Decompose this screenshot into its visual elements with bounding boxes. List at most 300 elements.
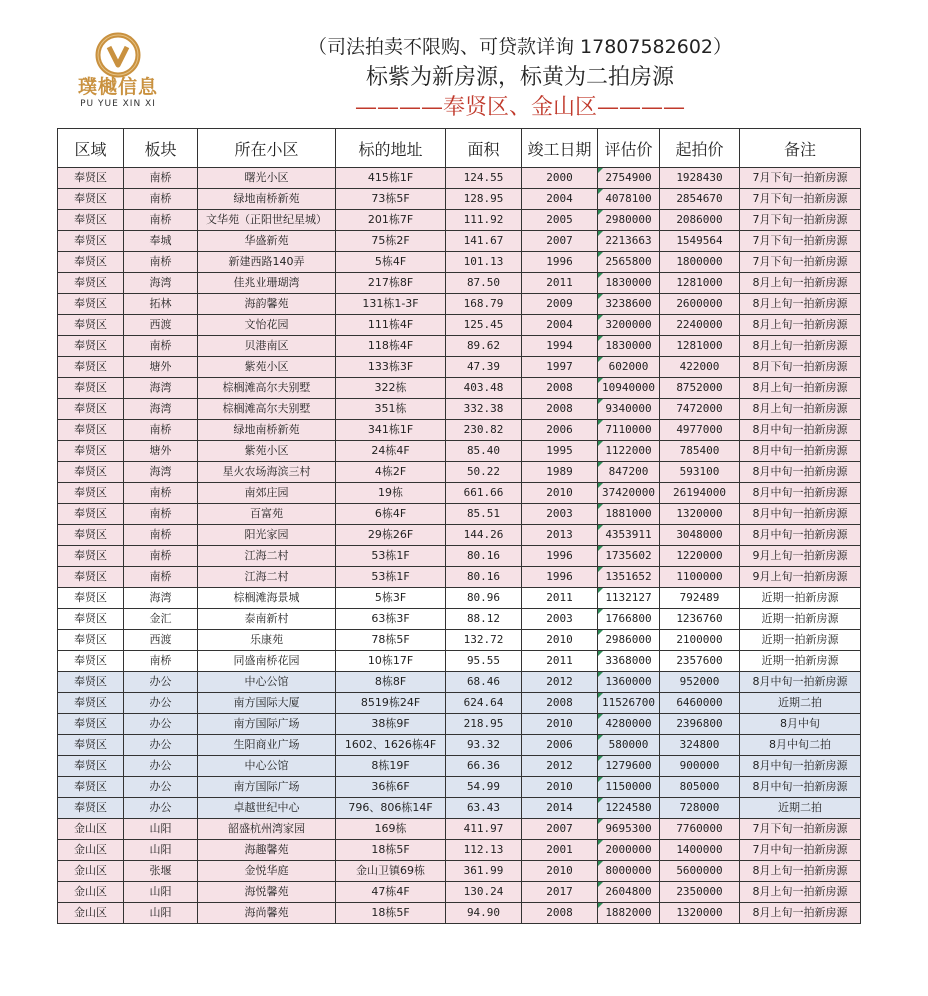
cell-size: 89.62 <box>446 336 522 357</box>
cell-note: 8月上旬一拍新房源 <box>740 294 861 315</box>
cell-starting-price: 7760000 <box>660 819 740 840</box>
cell-note: 8月中旬一拍新房源 <box>740 777 861 798</box>
cell-community: 金悦华庭 <box>198 861 336 882</box>
cell-completion-year: 2005 <box>522 210 598 231</box>
table-row <box>58 483 861 504</box>
cell-district: 奉贤区 <box>58 315 124 336</box>
table-row <box>58 336 861 357</box>
table-header-row <box>58 129 861 168</box>
cell-size: 94.90 <box>446 903 522 924</box>
cell-address: 24栋4F <box>336 441 446 462</box>
cell-district: 奉贤区 <box>58 441 124 462</box>
cell-appraisal-price: 2986000 <box>598 630 660 651</box>
cell-community: 华盛新苑 <box>198 231 336 252</box>
cell-note: 8月中旬二拍 <box>740 735 861 756</box>
cell-note: 8月中旬一拍新房源 <box>740 672 861 693</box>
cell-area: 南桥 <box>124 651 198 672</box>
cell-appraisal-price: 8000000 <box>598 861 660 882</box>
cell-district: 金山区 <box>58 819 124 840</box>
cell-note: 9月上旬一拍新房源 <box>740 567 861 588</box>
cell-address: 8栋8F <box>336 672 446 693</box>
cell-note: 8月下旬一拍新房源 <box>740 357 861 378</box>
table-row <box>58 609 861 630</box>
cell-district: 奉贤区 <box>58 672 124 693</box>
table-row <box>58 189 861 210</box>
cell-district: 奉贤区 <box>58 357 124 378</box>
cell-district: 奉贤区 <box>58 714 124 735</box>
cell-area: 山阳 <box>124 903 198 924</box>
cell-district: 奉贤区 <box>58 546 124 567</box>
cell-completion-year: 2010 <box>522 777 598 798</box>
cell-district: 奉贤区 <box>58 567 124 588</box>
cell-area: 南桥 <box>124 336 198 357</box>
table-row <box>58 294 861 315</box>
cell-completion-year: 1989 <box>522 462 598 483</box>
cell-note: 近期一拍新房源 <box>740 651 861 672</box>
cell-size: 361.99 <box>446 861 522 882</box>
cell-address: 73栋5F <box>336 189 446 210</box>
cell-completion-year: 2009 <box>522 294 598 315</box>
cell-starting-price: 2357600 <box>660 651 740 672</box>
cell-appraisal-price: 9340000 <box>598 399 660 420</box>
cell-appraisal-price: 3238600 <box>598 294 660 315</box>
column-header-address: 标的地址 <box>336 129 446 168</box>
cell-community: 阳光家园 <box>198 525 336 546</box>
cell-address: 133栋3F <box>336 357 446 378</box>
cell-size: 66.36 <box>446 756 522 777</box>
cell-size: 411.97 <box>446 819 522 840</box>
cell-completion-year: 2006 <box>522 735 598 756</box>
cell-district: 奉贤区 <box>58 756 124 777</box>
cell-size: 111.92 <box>446 210 522 231</box>
column-header-community: 所在小区 <box>198 129 336 168</box>
cell-appraisal-price: 11526700 <box>598 693 660 714</box>
table-row <box>58 756 861 777</box>
cell-appraisal-price: 602000 <box>598 357 660 378</box>
table-row <box>58 504 861 525</box>
cell-starting-price: 2086000 <box>660 210 740 231</box>
cell-size: 80.16 <box>446 546 522 567</box>
cell-size: 218.95 <box>446 714 522 735</box>
cell-appraisal-price: 1830000 <box>598 336 660 357</box>
cell-area: 南桥 <box>124 252 198 273</box>
cell-size: 403.48 <box>446 378 522 399</box>
cell-note: 7月下旬一拍新房源 <box>740 231 861 252</box>
table-row <box>58 672 861 693</box>
cell-note: 近期二拍 <box>740 798 861 819</box>
cell-appraisal-price: 1882000 <box>598 903 660 924</box>
cell-starting-price: 593100 <box>660 462 740 483</box>
table-row <box>58 357 861 378</box>
brand-name-cn: 璞樾信息 <box>77 76 158 98</box>
cell-completion-year: 2014 <box>522 798 598 819</box>
cell-community: 南方国际广场 <box>198 777 336 798</box>
cell-completion-year: 2008 <box>522 903 598 924</box>
cell-appraisal-price: 1766800 <box>598 609 660 630</box>
cell-starting-price: 785400 <box>660 441 740 462</box>
cell-community: 新建西路140弄 <box>198 252 336 273</box>
cell-community: 贝港南区 <box>198 336 336 357</box>
cell-completion-year: 2006 <box>522 420 598 441</box>
cell-area: 办公 <box>124 756 198 777</box>
cell-note: 近期一拍新房源 <box>740 588 861 609</box>
cell-note: 7月中旬一拍新房源 <box>740 840 861 861</box>
cell-community: 绿地南桥新苑 <box>198 420 336 441</box>
cell-area: 南桥 <box>124 504 198 525</box>
cell-appraisal-price: 2213663 <box>598 231 660 252</box>
cell-completion-year: 1994 <box>522 336 598 357</box>
table-row <box>58 882 861 903</box>
cell-district: 奉贤区 <box>58 273 124 294</box>
cell-community: 紫苑小区 <box>198 357 336 378</box>
cell-community: 棕榈滩高尔夫别墅 <box>198 399 336 420</box>
cell-community: 卓越世纪中心 <box>198 798 336 819</box>
cell-completion-year: 2007 <box>522 819 598 840</box>
cell-completion-year: 1996 <box>522 567 598 588</box>
cell-appraisal-price: 847200 <box>598 462 660 483</box>
cell-appraisal-price: 3200000 <box>598 315 660 336</box>
cell-completion-year: 2010 <box>522 861 598 882</box>
contact-line: （司法拍卖不限购、可贷款详询 17807582602） <box>307 36 732 58</box>
cell-note: 8月中旬一拍新房源 <box>740 441 861 462</box>
cell-address: 131栋1-3F <box>336 294 446 315</box>
cell-starting-price: 900000 <box>660 756 740 777</box>
cell-district: 奉贤区 <box>58 504 124 525</box>
district-title: ————奉贤区、金山区———— <box>354 95 685 120</box>
cell-district: 奉贤区 <box>58 525 124 546</box>
cell-address: 8519栋24F <box>336 693 446 714</box>
cell-starting-price: 1281000 <box>660 336 740 357</box>
cell-district: 金山区 <box>58 840 124 861</box>
cell-size: 68.46 <box>446 672 522 693</box>
cell-community: 南郊庄园 <box>198 483 336 504</box>
cell-community: 文怡花园 <box>198 315 336 336</box>
cell-district: 金山区 <box>58 882 124 903</box>
cell-appraisal-price: 9695300 <box>598 819 660 840</box>
cell-note: 7月下旬一拍新房源 <box>740 252 861 273</box>
cell-community: 乐康苑 <box>198 630 336 651</box>
table-row <box>58 273 861 294</box>
cell-starting-price: 1220000 <box>660 546 740 567</box>
cell-area: 山阳 <box>124 840 198 861</box>
table-body <box>58 168 861 924</box>
cell-area: 海湾 <box>124 273 198 294</box>
table-row <box>58 210 861 231</box>
cell-community: 生阳商业广场 <box>198 735 336 756</box>
cell-district: 奉贤区 <box>58 420 124 441</box>
cell-appraisal-price: 37420000 <box>598 483 660 504</box>
cell-area: 山阳 <box>124 882 198 903</box>
cell-starting-price: 1549564 <box>660 231 740 252</box>
cell-area: 南桥 <box>124 189 198 210</box>
table-row <box>58 630 861 651</box>
table-row <box>58 840 861 861</box>
cell-starting-price: 26194000 <box>660 483 740 504</box>
cell-size: 112.13 <box>446 840 522 861</box>
cell-address: 19栋 <box>336 483 446 504</box>
cell-starting-price: 1400000 <box>660 840 740 861</box>
table-row <box>58 462 861 483</box>
cell-area: 拓林 <box>124 294 198 315</box>
cell-appraisal-price: 1132127 <box>598 588 660 609</box>
cell-district: 奉贤区 <box>58 189 124 210</box>
cell-starting-price: 792489 <box>660 588 740 609</box>
column-header-area: 板块 <box>124 129 198 168</box>
cell-completion-year: 2007 <box>522 231 598 252</box>
cell-area: 办公 <box>124 735 198 756</box>
cell-appraisal-price: 4078100 <box>598 189 660 210</box>
cell-appraisal-price: 580000 <box>598 735 660 756</box>
cell-address: 118栋4F <box>336 336 446 357</box>
cell-area: 办公 <box>124 714 198 735</box>
cell-starting-price: 2350000 <box>660 882 740 903</box>
cell-appraisal-price: 1360000 <box>598 672 660 693</box>
cell-address: 341栋1F <box>336 420 446 441</box>
table-row <box>58 567 861 588</box>
cell-completion-year: 2004 <box>522 189 598 210</box>
cell-completion-year: 2011 <box>522 273 598 294</box>
cell-area: 办公 <box>124 672 198 693</box>
cell-starting-price: 1928430 <box>660 168 740 189</box>
cell-size: 85.51 <box>446 504 522 525</box>
brand-name-en: PU YUE XIN XI <box>80 99 156 109</box>
cell-community: 江海二村 <box>198 546 336 567</box>
cell-community: 海韵馨苑 <box>198 294 336 315</box>
table-row <box>58 861 861 882</box>
cell-address: 1602、1626栋4F <box>336 735 446 756</box>
cell-address: 53栋1F <box>336 567 446 588</box>
cell-district: 奉贤区 <box>58 609 124 630</box>
cell-note: 8月上旬一拍新房源 <box>740 378 861 399</box>
cell-area: 塘外 <box>124 441 198 462</box>
table-row <box>58 315 861 336</box>
cell-completion-year: 2011 <box>522 651 598 672</box>
cell-starting-price: 2600000 <box>660 294 740 315</box>
cell-community: 海悦馨苑 <box>198 882 336 903</box>
table-row <box>58 903 861 924</box>
cell-district: 奉贤区 <box>58 777 124 798</box>
table-row <box>58 420 861 441</box>
table-row <box>58 819 861 840</box>
cell-starting-price: 422000 <box>660 357 740 378</box>
cell-appraisal-price: 2980000 <box>598 210 660 231</box>
cell-note: 8月上旬一拍新房源 <box>740 399 861 420</box>
table-row <box>58 231 861 252</box>
cell-starting-price: 2100000 <box>660 630 740 651</box>
cell-note: 8月中旬一拍新房源 <box>740 483 861 504</box>
cell-address: 796、806栋14F <box>336 798 446 819</box>
cell-area: 山阳 <box>124 819 198 840</box>
cell-completion-year: 1996 <box>522 546 598 567</box>
cell-address: 4栋2F <box>336 462 446 483</box>
cell-address: 10栋17F <box>336 651 446 672</box>
cell-address: 111栋4F <box>336 315 446 336</box>
cell-community: 泰南新村 <box>198 609 336 630</box>
cell-starting-price: 2396800 <box>660 714 740 735</box>
cell-note: 8月上旬一拍新房源 <box>740 861 861 882</box>
cell-appraisal-price: 3368000 <box>598 651 660 672</box>
column-header-note: 备注 <box>740 129 861 168</box>
cell-completion-year: 2012 <box>522 672 598 693</box>
cell-community: 百富苑 <box>198 504 336 525</box>
column-header-completion-year: 竣工日期 <box>522 129 598 168</box>
cell-area: 南桥 <box>124 168 198 189</box>
cell-note: 7月下旬一拍新房源 <box>740 210 861 231</box>
cell-district: 奉贤区 <box>58 210 124 231</box>
cell-area: 南桥 <box>124 420 198 441</box>
cell-note: 近期一拍新房源 <box>740 609 861 630</box>
cell-address: 217栋8F <box>336 273 446 294</box>
table-row <box>58 252 861 273</box>
cell-starting-price: 1236760 <box>660 609 740 630</box>
cell-address: 415栋1F <box>336 168 446 189</box>
cell-community: 南方国际大厦 <box>198 693 336 714</box>
cell-note: 8月中旬 <box>740 714 861 735</box>
cell-appraisal-price: 4280000 <box>598 714 660 735</box>
cell-completion-year: 1996 <box>522 252 598 273</box>
cell-completion-year: 2000 <box>522 168 598 189</box>
cell-size: 661.66 <box>446 483 522 504</box>
cell-size: 50.22 <box>446 462 522 483</box>
table-row <box>58 798 861 819</box>
cell-starting-price: 324800 <box>660 735 740 756</box>
cell-address: 75栋2F <box>336 231 446 252</box>
cell-completion-year: 2008 <box>522 378 598 399</box>
column-header-appraisal-price: 评估价 <box>598 129 660 168</box>
cell-appraisal-price: 10940000 <box>598 378 660 399</box>
cell-size: 47.39 <box>446 357 522 378</box>
cell-size: 80.16 <box>446 567 522 588</box>
cell-note: 8月中旬一拍新房源 <box>740 462 861 483</box>
cell-address: 201栋7F <box>336 210 446 231</box>
cell-area: 西渡 <box>124 315 198 336</box>
cell-community: 江海二村 <box>198 567 336 588</box>
logo-mark-icon <box>95 32 141 78</box>
cell-address: 47栋4F <box>336 882 446 903</box>
cell-appraisal-price: 1224580 <box>598 798 660 819</box>
cell-area: 海湾 <box>124 588 198 609</box>
cell-starting-price: 2854670 <box>660 189 740 210</box>
cell-area: 南桥 <box>124 567 198 588</box>
cell-completion-year: 2003 <box>522 609 598 630</box>
cell-district: 奉贤区 <box>58 462 124 483</box>
legend-line: 标紫为新房源，标黄为二拍房源 <box>365 65 674 90</box>
column-header-starting-price: 起拍价 <box>660 129 740 168</box>
cell-note: 8月中旬一拍新房源 <box>740 504 861 525</box>
cell-appraisal-price: 1122000 <box>598 441 660 462</box>
cell-size: 125.45 <box>446 315 522 336</box>
cell-district: 奉贤区 <box>58 168 124 189</box>
table-row <box>58 399 861 420</box>
cell-address: 36栋6F <box>336 777 446 798</box>
cell-area: 南桥 <box>124 525 198 546</box>
cell-area: 办公 <box>124 798 198 819</box>
column-header-size: 面积 <box>446 129 522 168</box>
brand-logo <box>68 32 168 122</box>
cell-district: 金山区 <box>58 903 124 924</box>
cell-note: 8月中旬一拍新房源 <box>740 756 861 777</box>
table-row <box>58 777 861 798</box>
cell-area: 办公 <box>124 777 198 798</box>
cell-district: 奉贤区 <box>58 231 124 252</box>
cell-size: 144.26 <box>446 525 522 546</box>
cell-area: 海湾 <box>124 399 198 420</box>
cell-community: 紫苑小区 <box>198 441 336 462</box>
cell-completion-year: 2010 <box>522 483 598 504</box>
cell-completion-year: 2003 <box>522 504 598 525</box>
cell-starting-price: 5600000 <box>660 861 740 882</box>
cell-starting-price: 8752000 <box>660 378 740 399</box>
auction-listing-table <box>57 128 861 924</box>
cell-completion-year: 2010 <box>522 714 598 735</box>
cell-completion-year: 1995 <box>522 441 598 462</box>
cell-appraisal-price: 1881000 <box>598 504 660 525</box>
cell-area: 南桥 <box>124 483 198 504</box>
cell-appraisal-price: 1830000 <box>598 273 660 294</box>
cell-address: 169栋 <box>336 819 446 840</box>
cell-size: 132.72 <box>446 630 522 651</box>
cell-note: 8月上旬一拍新房源 <box>740 882 861 903</box>
cell-size: 124.55 <box>446 168 522 189</box>
cell-starting-price: 3048000 <box>660 525 740 546</box>
cell-starting-price: 1100000 <box>660 567 740 588</box>
cell-appraisal-price: 1279600 <box>598 756 660 777</box>
cell-address: 5栋3F <box>336 588 446 609</box>
cell-address: 351栋 <box>336 399 446 420</box>
cell-appraisal-price: 1735602 <box>598 546 660 567</box>
cell-note: 近期一拍新房源 <box>740 630 861 651</box>
cell-address: 29栋26F <box>336 525 446 546</box>
cell-starting-price: 728000 <box>660 798 740 819</box>
table-row <box>58 714 861 735</box>
cell-appraisal-price: 2000000 <box>598 840 660 861</box>
cell-address: 322栋 <box>336 378 446 399</box>
cell-area: 南桥 <box>124 210 198 231</box>
cell-area: 南桥 <box>124 546 198 567</box>
cell-community: 南方国际广场 <box>198 714 336 735</box>
cell-address: 63栋3F <box>336 609 446 630</box>
table-row <box>58 525 861 546</box>
cell-community: 韶盛杭州湾家园 <box>198 819 336 840</box>
column-header-district: 区域 <box>58 129 124 168</box>
cell-community: 海尚馨苑 <box>198 903 336 924</box>
cell-size: 130.24 <box>446 882 522 903</box>
cell-note: 7月下旬一拍新房源 <box>740 168 861 189</box>
table-row <box>58 168 861 189</box>
cell-note: 近期二拍 <box>740 693 861 714</box>
cell-community: 佳兆业珊瑚湾 <box>198 273 336 294</box>
table-row <box>58 588 861 609</box>
cell-address: 金山卫镇69栋 <box>336 861 446 882</box>
cell-area: 办公 <box>124 693 198 714</box>
cell-completion-year: 2008 <box>522 693 598 714</box>
cell-address: 18栋5F <box>336 903 446 924</box>
cell-starting-price: 4977000 <box>660 420 740 441</box>
cell-district: 奉贤区 <box>58 336 124 357</box>
table-row <box>58 378 861 399</box>
cell-starting-price: 2240000 <box>660 315 740 336</box>
cell-size: 80.96 <box>446 588 522 609</box>
cell-completion-year: 2012 <box>522 756 598 777</box>
cell-note: 8月上旬一拍新房源 <box>740 273 861 294</box>
cell-size: 88.12 <box>446 609 522 630</box>
cell-starting-price: 952000 <box>660 672 740 693</box>
cell-note: 8月上旬一拍新房源 <box>740 336 861 357</box>
cell-district: 奉贤区 <box>58 399 124 420</box>
cell-address: 6栋4F <box>336 504 446 525</box>
cell-appraisal-price: 2604800 <box>598 882 660 903</box>
cell-community: 中心公馆 <box>198 672 336 693</box>
